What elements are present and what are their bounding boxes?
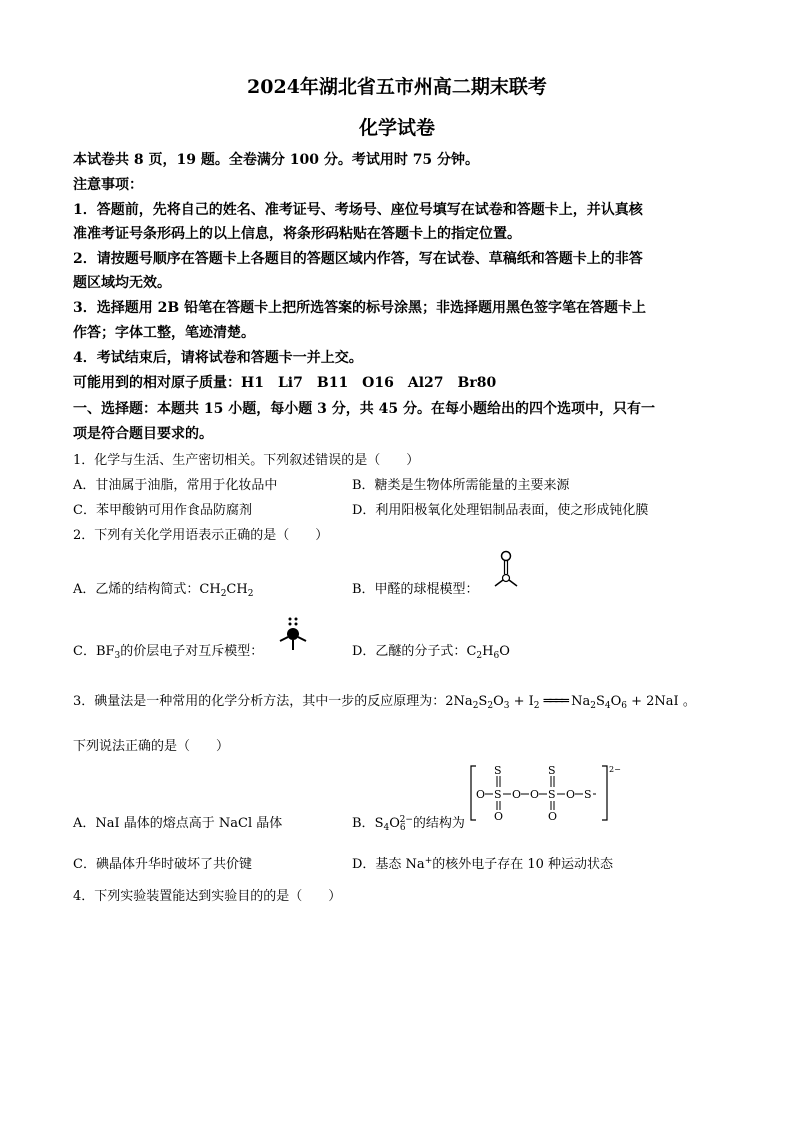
page-title: 2024年湖北省五市州高二期末联考 [247,76,547,98]
formaldehyde-ball-stick-model [490,548,526,592]
bf3-vsepr-model [276,614,312,654]
q2-stem: 2．下列有关化学用语表示正确的是（ ） [73,528,329,543]
page-subtitle: 化学试卷 [358,117,435,139]
notice-3a: 3．选择题用 2B 铅笔在答题卡上把所选答案的标号涂黑；非选择题用黑色签字笔在答题卡上 [73,300,647,316]
q4-stem: 4．下列实验装置能达到实验目的的是（ ） [73,889,342,904]
svg-text:2−: 2− [609,765,621,774]
q3-stem-b: 下列说法正确的是（ ） [73,739,230,754]
notice-1b: 准准考证号条形码上的以上信息，将条形码粘贴在答题卡上的指定位置。 [73,226,521,242]
notice-2a: 2．请按题号顺序在答题卡上各题目的答题区域内作答，写在试卷、草稿纸和答题卡上的非答 [73,251,643,267]
tetrathionate-structure-diagram [468,760,621,825]
notice-title: 注意事项： [73,177,143,193]
tetrathionate-ion: $S_4O_6^{2-}$ [374,815,413,833]
q3-option-d: D．基态 Na+的核外电子存在 10 种运动状态 [352,856,614,872]
q1-option-d: D．利用阳极氧化处理铝制品表面，使之形成钝化膜 [352,503,649,518]
q2-option-c-label-b: 的价层电子对互斥模型： [120,644,264,659]
svg-text:S: S [584,788,592,801]
svg-text:O: O [476,788,486,801]
notice-3b: 作答；字体工整，笔迹清楚。 [73,325,255,341]
q1-option-b: B．糖类是生物体所需能量的主要来源 [352,478,570,493]
q3-reaction-equation: $2Na_2S_2O_3 + I_2$ ════ $Na_2S_4O_6 + 2NaI$ 。 [445,694,696,711]
svg-text:S: S [548,788,556,801]
atomic-masses: 可能用到的相对原子质量：H1 Li7 B11 O16 Al27 Br80 [73,375,497,391]
q3-option-b [352,812,465,833]
svg-text:O: O [530,788,540,801]
q1-option-c: C．苯甲酸钠可用作食品防腐剂 [73,503,252,518]
ethylene-formula: $CH_2CH_2$ [199,582,254,599]
q3-option-b-label-b: 的结构为 [412,816,465,831]
q3-option-d-b: 的核外电子存在 10 种运动状态 [432,857,614,872]
ether-formula: $C_2H_6O$ [466,644,510,661]
notice-4: 4．考试结束后，请将试卷和答题卡一并上交。 [73,350,363,366]
q3-option-a: A．NaI 晶体的熔点高于 NaCl 晶体 [73,816,283,831]
svg-text:O: O [548,810,558,823]
q2-option-a-label: A．乙烯的结构简式： [73,582,200,597]
q2-option-d-label: D．乙醚的分子式： [352,644,467,659]
svg-text:O: O [512,788,522,801]
svg-text:O: O [494,810,504,823]
svg-text:O: O [566,788,576,801]
q3-option-c: C．碘晶体升华时破坏了共价键 [73,857,252,872]
q2-option-a [73,578,253,599]
q2-option-c-label-a: C．BF [73,644,115,659]
q1-stem: 1．化学与生活、生产密切相关。下列叙述错误的是（ ） [73,453,420,468]
intro-line: 本试卷共 8 页，19 题。全卷满分 100 分。考试用时 75 分钟。 [73,152,480,168]
section-line-2: 项是符合题目要求的。 [73,426,213,442]
notice-1a: 1．答题前，先将自己的姓名、准考证号、考场号、座位号填写在试卷和答题卡上，并认真核 [73,202,643,218]
svg-text:S: S [494,764,502,777]
svg-text:S: S [494,788,502,801]
section-line-1: 一、选择题：本题共 15 小题，每小题 3 分，共 45 分。在每小题给出的四个选项中，只有一 [73,401,655,417]
q3-option-b-label-a: B． [352,816,375,831]
svg-text:S: S [548,764,556,777]
q2-option-c: C．$BF_3$的价层电子对互斥模型： [73,644,264,661]
q3-option-d-a: D．基态 Na [352,857,425,872]
notice-2b: 题区域均无效。 [73,275,171,291]
q3-stem-a: 3．碘量法是一种常用的化学分析方法，其中一步的反应原理为： [73,694,446,709]
q2-option-d [352,640,510,661]
q2-option-b: B．甲醛的球棍模型： [352,582,479,597]
q3-stem [73,690,696,711]
q1-option-a: A．甘油属于油脂，常用于化妆品中 [73,478,278,493]
